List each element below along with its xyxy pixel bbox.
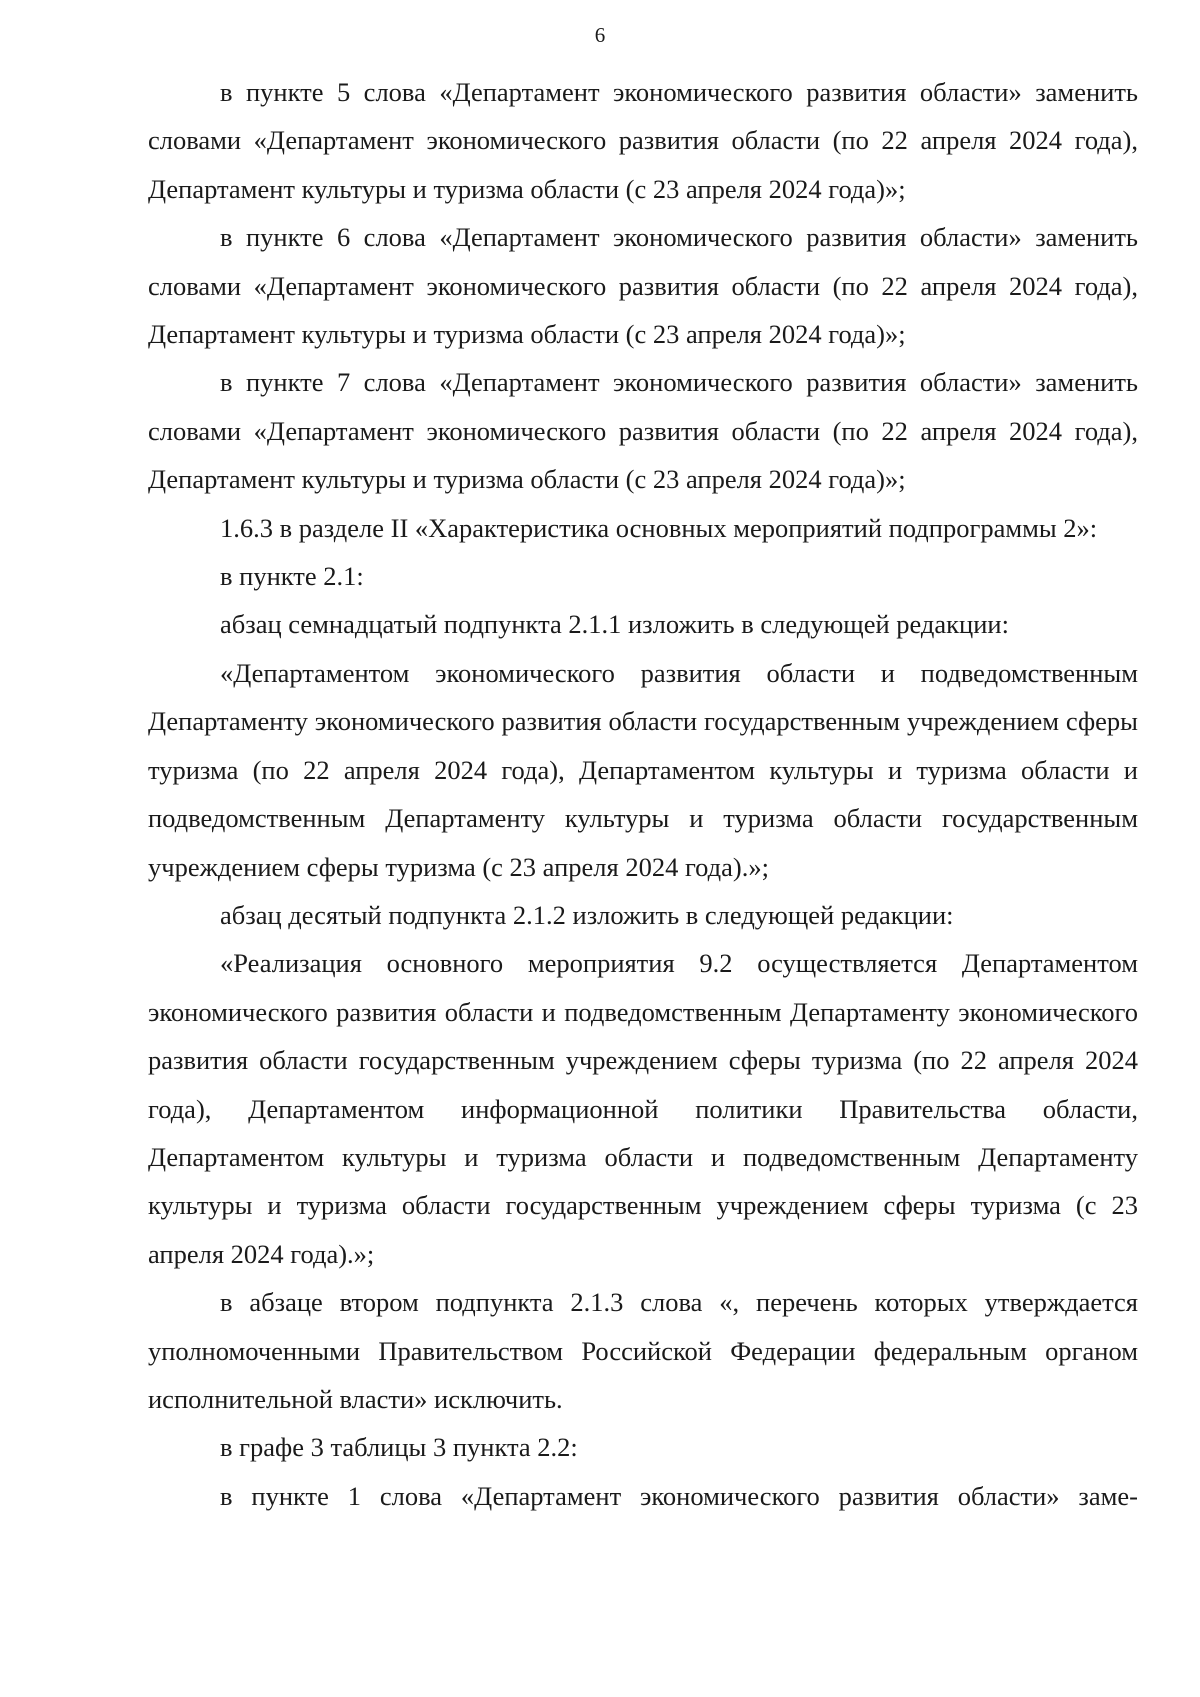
paragraph-item-5: в пункте 5 слова «Департамент экономического развития области» заменить словами «Департамент экономического развития области (по 22 апреля 2024 года), Департамент культуры и туризма области (с 23 апреля 2024 года)»;: [148, 77, 1138, 204]
paragraph-subpoint-2-1-2: абзац десятый подпункта 2.1.2 изложить в следующей редакции:: [220, 899, 954, 930]
paragraph-item-6: в пункте 6 слова «Департамент экономического развития области» заменить словами «Департамент экономического развития области (по 22 апреля 2024 года), Департамент культуры и туризма области (с 23 апреля 2024 года)»;: [148, 222, 1138, 350]
paragraph-quote-2-1-2: «Реализация основного мероприятия 9.2 осуществляется Департаментом экономического развития области и подведомственным Департаменту экономического развития области государственным учреждением сферы туризма (по 22 апреля 2024 года), Департаментом информационной политики Правительства области, Департаментом культуры и туризма области и подведомственным Департаменту культуры и туризма области государственным учреждением сферы туризма (с 23 апреля 2024 года).»;: [148, 948, 1138, 1269]
paragraph-quote-2-1-1: «Департаментом экономического развития области и подведомственным Департаменту экономического развития области государственным учреждением сферы туризма (по 22 апреля 2024 года), Департаментом культуры и туризма области и подведомственным Департаменту культуры и туризма области государственным учреждением сферы туризма (с 23 апреля 2024 года).»;: [148, 657, 1138, 882]
paragraph-subpoint-2-1-3: в абзаце втором подпункта 2.1.3 слова «, перечень которых утверждается уполномоченными Правительством Российской Федерации федеральным органом исполнительной власти» исключить.: [148, 1287, 1138, 1414]
page-number: 6: [594, 23, 606, 47]
paragraph-item-7: в пункте 7 слова «Департамент экономического развития области» заменить словами «Департамент экономического развития области (по 22 апреля 2024 года), Департамент культуры и туризма области (с 23 апреля 2024 года)»;: [148, 367, 1138, 495]
paragraph-point-2-1: в пункте 2.1:: [220, 561, 364, 592]
paragraph-table-3: в графе 3 таблицы 3 пункта 2.2:: [220, 1432, 578, 1463]
document-body: [148, 68, 1138, 1520]
paragraph-item-1: в пункте 1 слова «Департамент экономического развития области» заме-: [220, 1480, 1138, 1511]
paragraph-section-1-6-3: 1.6.3 в разделе II «Характеристика основных мероприятий подпрограммы 2»:: [220, 512, 1098, 543]
paragraph-subpoint-2-1-1: абзац семнадцатый подпункта 2.1.1 изложить в следующей редакции:: [220, 609, 1009, 640]
